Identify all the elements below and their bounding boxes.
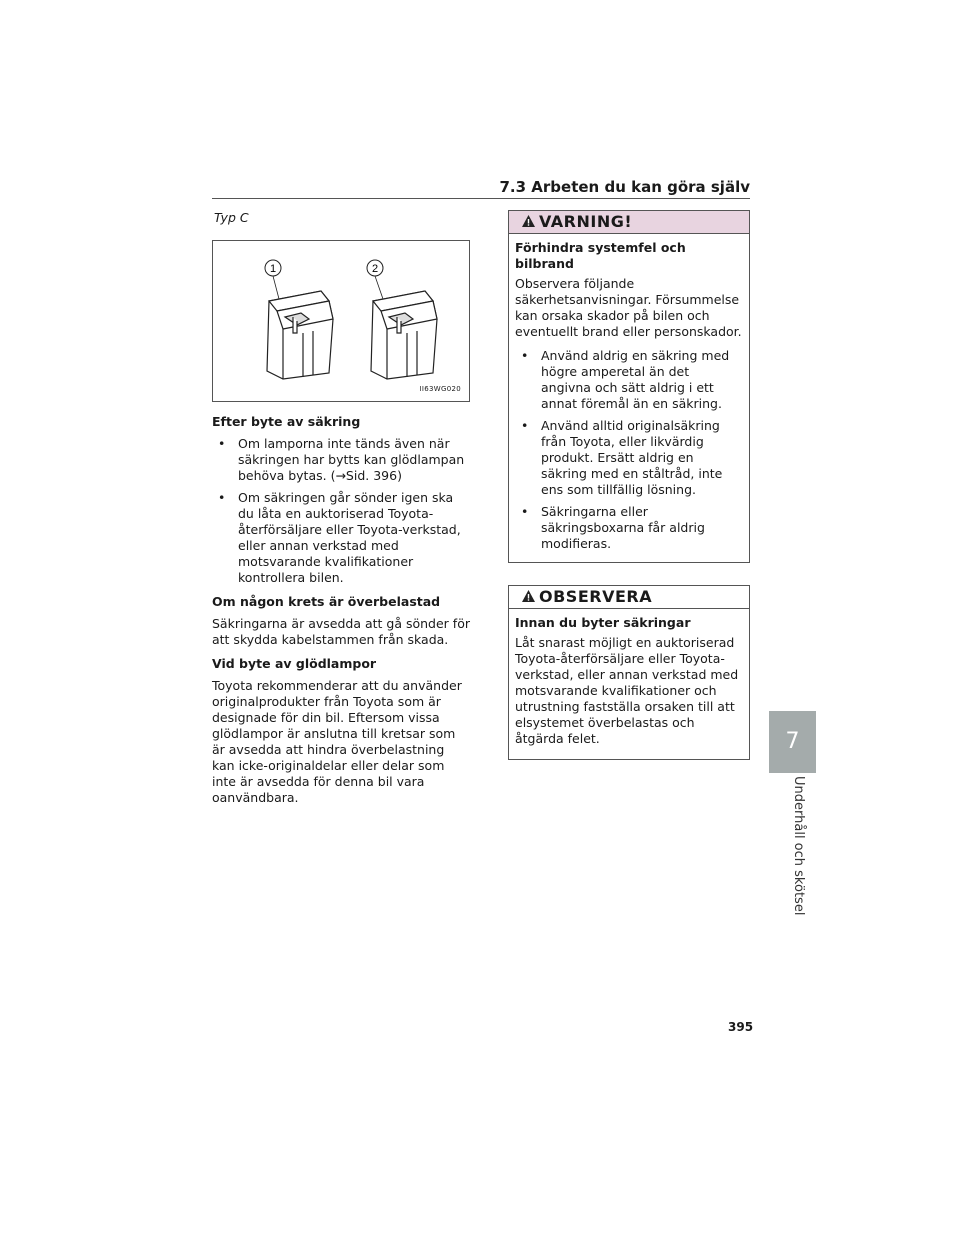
svg-text:1: 1 [269,263,277,275]
bulb-text: Toyota rekommenderar att du använder originalprodukter från Toyota som är designade för din bil. Eftersom vissa glödlampor är anslutna till kretsar som är avsedda att hindra överbelastning kan icke-originaldelar eller delar som inte är avsedda för denna bil vara oanvändbara. [212,678,462,805]
notice-header [509,586,749,609]
fuse-2 [371,291,437,379]
after-fuse-list [212,436,470,586]
fuse-illustration [212,240,470,402]
fuse-puller-drawing [213,241,469,401]
list-item: • Använd alltid originalsäkring från Toyota, eller likvärdig produkt. Ersätt aldrig en säkring med en ståltråd, inte ens som tillfällig lösning. [515,418,743,498]
notice-text: Låt snarast möjligt en auktoriserad Toyota-återförsäljare eller Toyota-verkstad, eller annan verkstad med motsvarande kvalifikationer och utrustning fastställa orsaken till att elsystemet överbelastas och åtgärda felet. [515,635,739,746]
header-divider [212,198,750,199]
page-number: 395 [728,1020,754,1034]
bulb-heading: Vid byte av glödlampor [212,656,377,671]
warning-header [509,211,749,234]
warning-intro: Observera följande säkerhetsanvisningar. Försummelse kan orsaka skador på bilen och eventuellt brand eller personskador. [515,276,742,339]
figure-code: II63WG020 [419,385,461,393]
right-column [508,210,750,760]
notice-box [508,585,750,760]
callout-1 [265,260,281,299]
callout-2 [367,260,383,299]
notice-subheading: Innan du byter säkringar [515,615,691,630]
chapter-tab[interactable]: 7 [769,711,816,773]
warning-title: VARNING! [539,212,633,231]
overload-heading: Om någon krets är överbelastad [212,594,441,609]
type-label: Typ C [214,210,249,225]
warning-list [515,348,743,552]
overload-text: Säkringarna är avsedda att gå sönder för att skydda kabelstammen från skada. [212,616,470,647]
left-column [212,210,470,814]
warning-subheading: Förhindra systemfel och bilbrand [515,240,686,271]
list-item: • Använd aldrig en säkring med högre amperetal än det angivna och sätt aldrig i ett annat föremål än en säkring. [515,348,743,412]
after-fuse-heading: Efter byte av säkring [212,414,361,429]
list-item: • Om lamporna inte tänds även när säkringen har bytts kan glödlampan behöva bytas. (→Sid. 396) [212,436,470,484]
list-item: • Säkringarna eller säkringsboxarna får aldrig modifieras. [515,504,743,552]
chapter-title: Underhåll och skötsel [791,776,806,916]
warning-box [508,210,750,563]
svg-text:2: 2 [371,263,379,275]
warning-icon [521,214,536,231]
warning-body [509,234,749,562]
fuse-1 [267,291,333,379]
section-title: 7.3 Arbeten du kan göra själv [499,178,750,196]
notice-title: OBSERVERA [539,587,653,606]
notice-body [509,609,749,759]
caution-icon [521,589,536,606]
list-item: • Om säkringen går sönder igen ska du låta en auktoriserad Toyota-återförsäljare eller Toyota-verkstad, eller annan verkstad med motsvarande kvalifikationer kontrollera bilen. [212,490,470,586]
